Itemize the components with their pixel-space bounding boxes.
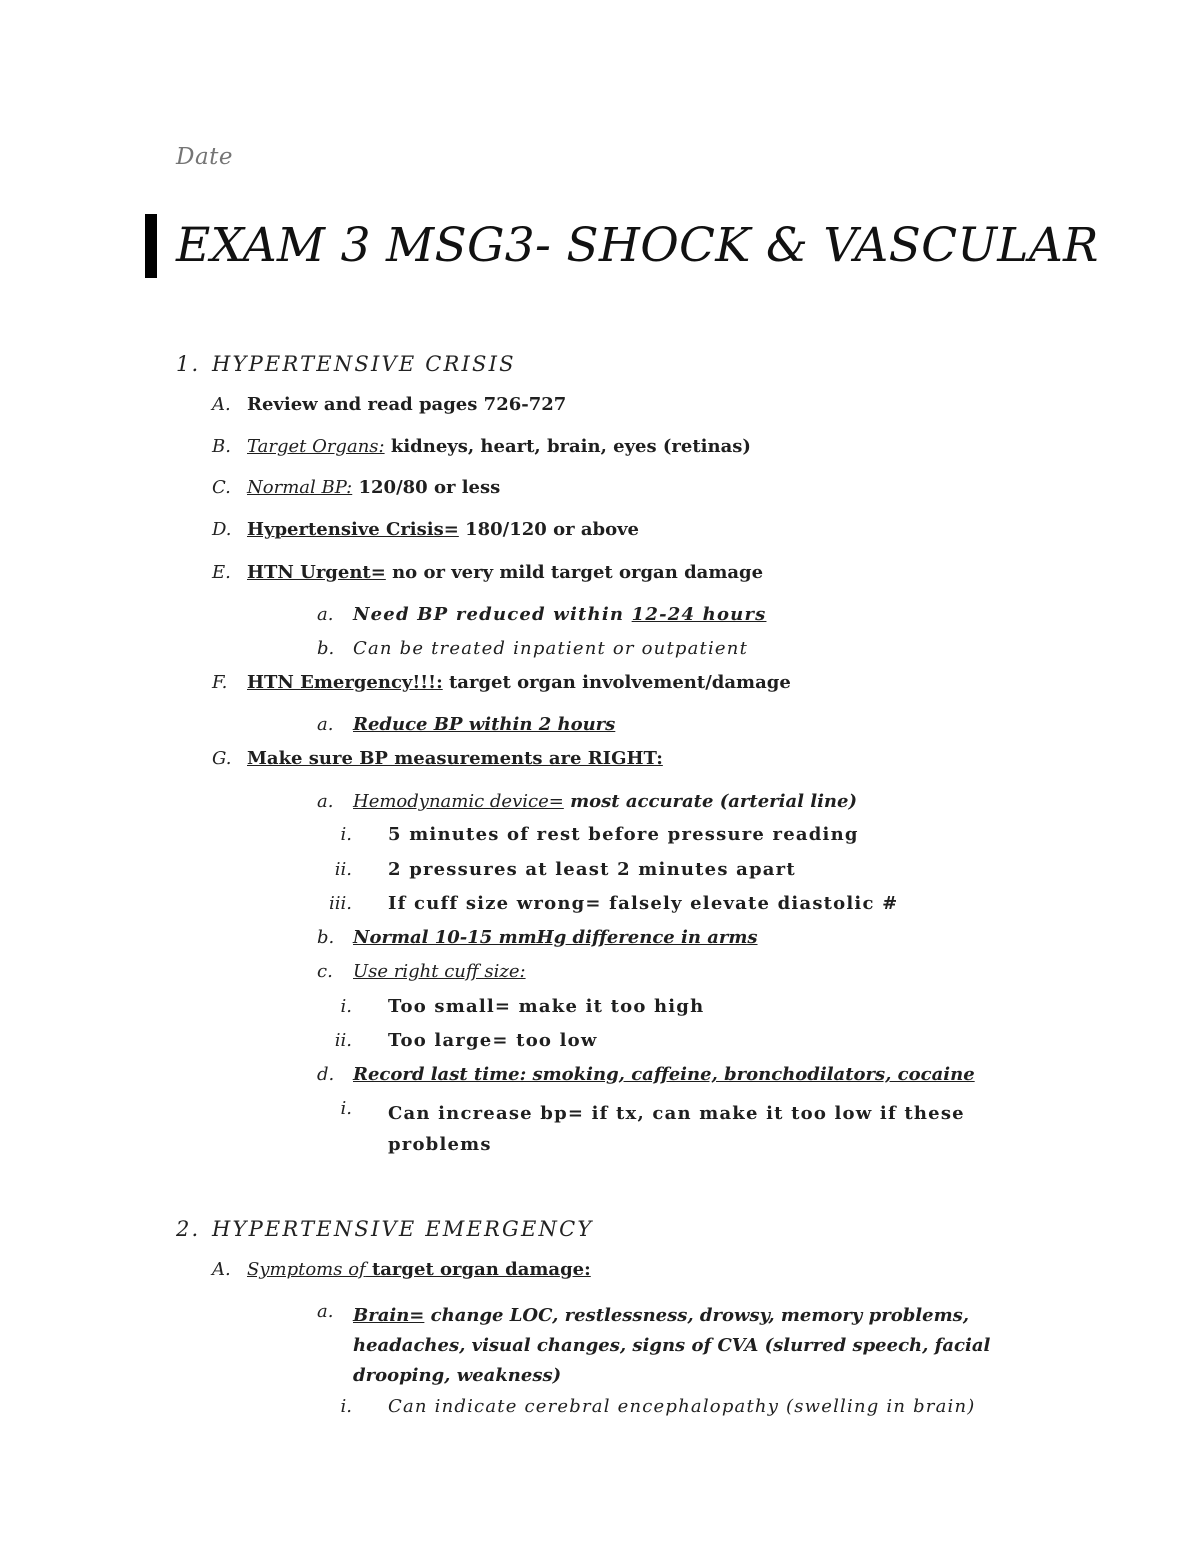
roman-label: i. bbox=[340, 1098, 352, 1119]
subitem-e-a bbox=[353, 604, 766, 625]
subitem-label: b. bbox=[317, 638, 335, 659]
date-label: Date bbox=[176, 144, 234, 170]
subitem-e-b: Can be treated inpatient or outpatient bbox=[353, 638, 749, 659]
target-organs-key: Target Organs: bbox=[247, 436, 385, 457]
subitem-2a-a bbox=[353, 1301, 993, 1391]
item-1g-text: Make sure BP measurements are RIGHT: bbox=[247, 748, 663, 769]
section-2-heading: HYPERTENSIVE EMERGENCY bbox=[212, 1217, 594, 1241]
subitem-label: a. bbox=[317, 791, 334, 812]
section-1-heading: HYPERTENSIVE CRISIS bbox=[212, 352, 516, 376]
htn-emergency-key: HTN Emergency!!!: bbox=[247, 672, 443, 693]
hemodynamic-key: Hemodynamic device= bbox=[353, 791, 564, 812]
subitem-f-a: Reduce BP within 2 hours bbox=[353, 714, 616, 735]
subitem-g-b: Normal 10-15 mmHg difference in arms bbox=[353, 927, 758, 948]
subsub-2a-a-i: Can indicate cerebral encephalopathy (swelling in brain) bbox=[388, 1396, 976, 1417]
htn-urgent-text: no or very mild target organ damage bbox=[385, 562, 764, 583]
roman-label: i. bbox=[340, 996, 352, 1017]
subitem-label: a. bbox=[317, 714, 334, 735]
subitem-label: c. bbox=[317, 961, 333, 982]
target-organs-text: kidneys, heart, brain, eyes (retinas) bbox=[384, 436, 751, 457]
item-label: B. bbox=[212, 436, 231, 457]
subsub-g-c-ii: Too large= too low bbox=[388, 1030, 598, 1051]
item-label: A. bbox=[212, 394, 231, 415]
brain-text: change LOC, restlessness, drowsy, memory problems, headaches, visual changes, signs of CVA (slurred speech, facial drooping, weakness) bbox=[353, 1305, 991, 1386]
subsub-g-a-ii: 2 pressures at least 2 minutes apart bbox=[388, 859, 796, 880]
normal-bp-key: Normal BP: bbox=[247, 477, 353, 498]
subitem-label: a. bbox=[317, 604, 334, 625]
hemodynamic-text: most accurate (arterial line) bbox=[563, 791, 857, 812]
subsub-g-a-iii: If cuff size wrong= falsely elevate diastolic # bbox=[388, 893, 899, 914]
normal-bp-text: 120/80 or less bbox=[352, 477, 501, 498]
subsub-g-c-i: Too small= make it too high bbox=[388, 996, 705, 1017]
item-1a-text: Review and read pages 726-727 bbox=[247, 394, 567, 415]
symptoms-text: target organ damage: bbox=[365, 1259, 591, 1280]
item-label: G. bbox=[212, 748, 232, 769]
roman-label: ii. bbox=[334, 859, 352, 880]
item-label: A. bbox=[212, 1259, 231, 1280]
item-label: E. bbox=[212, 562, 231, 583]
roman-label: i. bbox=[340, 1396, 352, 1417]
item-1d-line bbox=[247, 519, 639, 540]
subsub-g-a-i: 5 minutes of rest before pressure reading bbox=[388, 824, 859, 845]
subitem-label: a. bbox=[317, 1301, 334, 1322]
roman-label: iii. bbox=[329, 893, 352, 914]
hypertensive-crisis-key: Hypertensive Crisis= bbox=[247, 519, 459, 540]
title-accent-bar bbox=[145, 214, 157, 278]
item-1f-line bbox=[247, 672, 791, 693]
subitem-g-c: Use right cuff size: bbox=[353, 961, 526, 982]
subitem-label: d. bbox=[317, 1064, 335, 1085]
hypertensive-crisis-text: 180/120 or above bbox=[458, 519, 640, 540]
section-1-number: 1. bbox=[176, 352, 201, 376]
roman-label: i. bbox=[340, 824, 352, 845]
page-title: EXAM 3 MSG3- SHOCK & VASCULAR bbox=[176, 218, 1099, 273]
subitem-g-a bbox=[353, 791, 857, 812]
subitem-label: b. bbox=[317, 927, 335, 948]
brain-key: Brain= bbox=[353, 1305, 425, 1326]
subitem-g-d: Record last time: smoking, caffeine, bronchodilators, cocaine bbox=[353, 1064, 975, 1085]
item-label: D. bbox=[212, 519, 232, 540]
subitem-e-a-emph: 12-24 hours bbox=[631, 604, 767, 625]
item-label: C. bbox=[212, 477, 231, 498]
subitem-e-a-text: Need BP reduced within bbox=[353, 604, 632, 625]
htn-urgent-key: HTN Urgent= bbox=[247, 562, 386, 583]
section-2-number: 2. bbox=[176, 1217, 201, 1241]
item-1b-line bbox=[247, 436, 751, 457]
item-1e-line bbox=[247, 562, 763, 583]
roman-label: ii. bbox=[334, 1030, 352, 1051]
item-1c-line bbox=[247, 477, 500, 498]
subsub-g-d-i: Can increase bp= if tx, can make it too low if these problems bbox=[388, 1103, 965, 1155]
htn-emergency-text: target organ involvement/damage bbox=[442, 672, 791, 693]
item-label: F. bbox=[212, 672, 228, 693]
symptoms-key: Symptoms of bbox=[247, 1259, 366, 1280]
item-2a-line bbox=[247, 1259, 591, 1280]
